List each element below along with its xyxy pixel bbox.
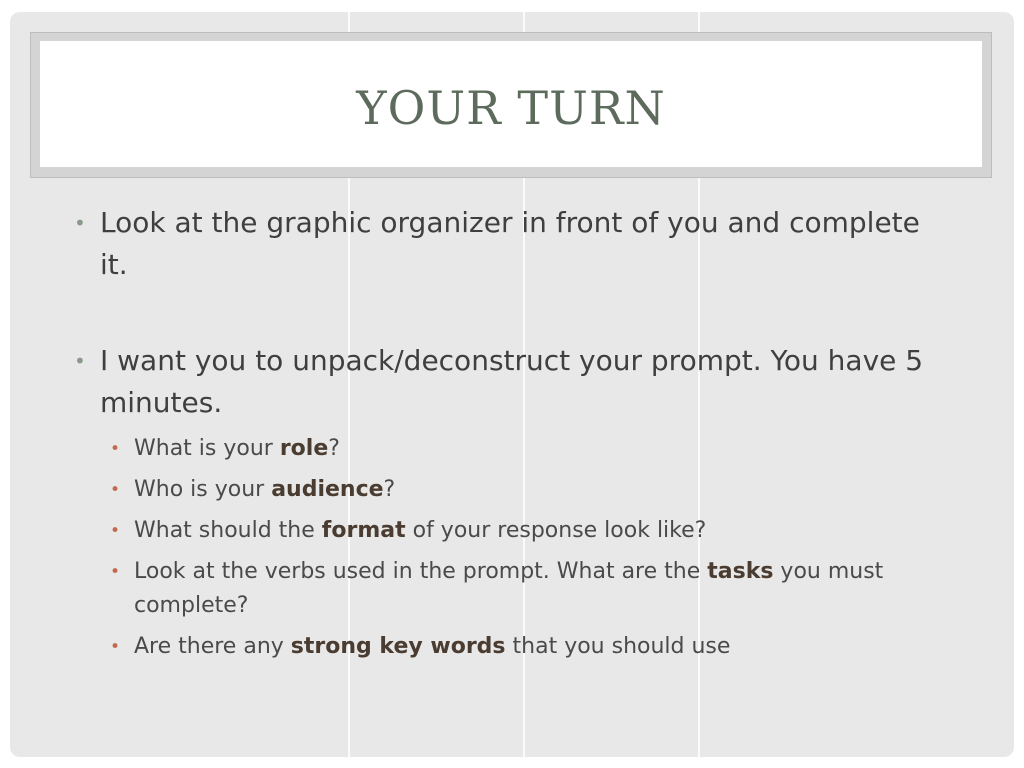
slide <box>10 12 1014 757</box>
sub-bullet-list <box>70 432 950 664</box>
title-frame <box>30 32 992 178</box>
sub-bullet-item <box>70 473 950 507</box>
sub-bullet-text: ? <box>328 436 340 461</box>
emphasis-word: format <box>321 518 406 543</box>
slide-title: YOUR TURN <box>356 81 666 135</box>
sub-bullet-item <box>70 630 950 664</box>
sub-bullet-text: Look at the verbs used in the prompt. What are the <box>134 559 708 584</box>
bullet-text: I want you to unpack/deconstruct your prompt. You have 5 minutes. <box>100 344 924 419</box>
sub-bullet-item <box>70 514 950 548</box>
sub-bullet-icon: • <box>110 521 121 541</box>
bullet-item <box>70 202 950 286</box>
sub-bullet-icon: • <box>110 439 121 459</box>
sub-bullet-text: What should the <box>134 518 322 543</box>
sub-bullet-icon: • <box>110 637 121 657</box>
sub-bullet-text: Who is your <box>134 477 272 502</box>
sub-bullet-text: Are there any <box>134 634 291 659</box>
bullet-icon: • <box>74 349 86 373</box>
emphasis-word: role <box>279 436 329 461</box>
bullet-icon: • <box>74 211 86 235</box>
title-box <box>40 41 982 167</box>
sub-bullet-item <box>70 432 950 466</box>
emphasis-word: strong key words <box>290 634 506 659</box>
emphasis-word: audience <box>271 477 384 502</box>
sub-bullet-item <box>70 555 950 623</box>
sub-bullet-text: of your response look like? <box>405 518 707 543</box>
sub-bullet-text: What is your <box>134 436 280 461</box>
bullet-text: Look at the graphic organizer in front of you and complete it. <box>100 206 920 281</box>
sub-bullet-text: that you should use <box>505 634 731 659</box>
sub-bullet-text: ? <box>383 477 396 502</box>
emphasis-word: tasks <box>707 559 774 584</box>
sub-bullet-text: you must complete? <box>134 559 884 618</box>
bullet-item <box>70 340 950 424</box>
sub-bullet-icon: • <box>110 480 121 500</box>
sub-bullet-icon: • <box>110 562 121 582</box>
slide-content <box>70 202 950 671</box>
